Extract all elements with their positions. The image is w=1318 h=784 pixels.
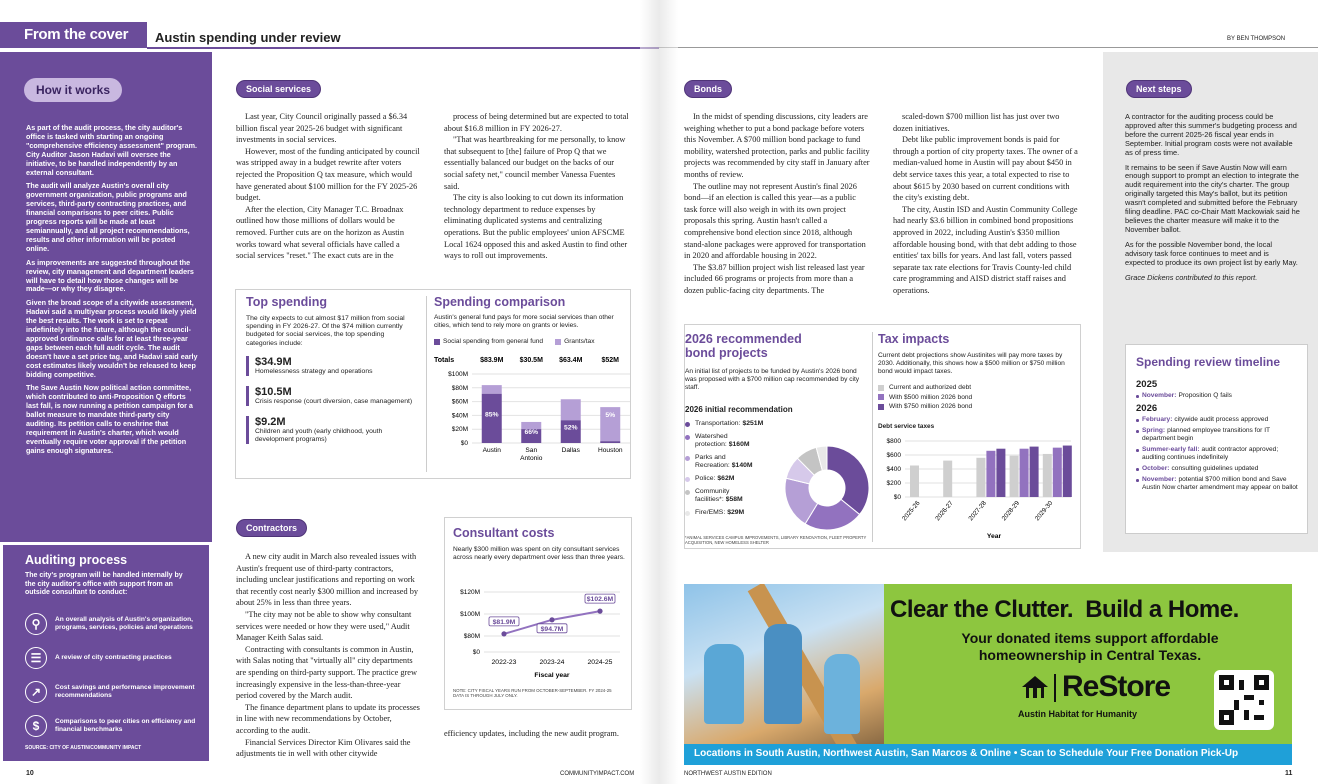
timeline-year: 2025 (1136, 379, 1158, 390)
sidebar-source: SOURCE: CITY OF AUSTIN/COMMUNITY IMPACT (25, 745, 142, 751)
bond-projects-title (685, 332, 815, 360)
bond-slice-item (685, 509, 795, 517)
tax-bar (986, 451, 995, 497)
y-tick-label: $40M (451, 412, 468, 420)
legend-swatch (878, 404, 884, 410)
timeline-event (1136, 416, 1301, 424)
tax-bar (1043, 454, 1052, 497)
consultant-costs-subtitle: Nearly $300 million was spent on city consultant services across nearly every department over less than three years. (453, 546, 625, 561)
top-spending-item (246, 356, 421, 376)
bond-slice-item (685, 433, 795, 449)
tax-bar (910, 466, 919, 498)
slice-swatch (685, 422, 690, 427)
tax-legend (878, 383, 1058, 412)
timeline-bullet (1136, 395, 1139, 398)
y-tick-label: $800 (886, 438, 901, 445)
x-axis-label: Year (986, 533, 1002, 540)
restore-ad[interactable] (684, 584, 1292, 765)
contractors-label: Contractors (236, 519, 307, 537)
x-tick-label: 2027-28 (967, 499, 988, 523)
y-tick-label: $200 (886, 480, 901, 487)
legend-item (555, 338, 594, 345)
y-tick-label: $400 (886, 466, 901, 473)
y-tick-label: $0 (893, 494, 901, 501)
slice-swatch (685, 511, 690, 516)
ad-org: Austin Habitat for Humanity (1018, 709, 1138, 719)
x-tick-label: 2026-27 (934, 499, 955, 523)
timeline-when: November: (1142, 476, 1177, 483)
timeline-what: consulting guidelines updated (1171, 465, 1259, 472)
consultant-note: NOTE: CITY FISCAL YEARS RUN FROM OCTOBER-SEPTEMBER. FY 2024-25 DATA IS THROUGH JULY ONLY. (453, 688, 612, 699)
bond-projects-pie (782, 443, 872, 533)
tax-bar (943, 461, 952, 497)
timeline-when: February: (1142, 416, 1173, 423)
tax-bar (1020, 449, 1029, 497)
slice-label: Transportation: (695, 420, 741, 427)
sidebar-paragraph: Given the broad scope of a citywide assessment, Hadavi said a multiyear process would likely yield the best results. The work is set to repeat indefinitely into the future, although the council-approved ordinance calls for at least three-year gaps between each full audit cycle. The audit doesn't have a set price tag, and Hadavi said early cost estimates likely wouldn't be released to keep bidding competitive. (26, 298, 198, 379)
grants-bar (561, 399, 581, 420)
ad-headline (890, 596, 1239, 624)
legend-swatch (555, 339, 561, 345)
body-paragraph: "The city may not be able to show why consultant services were needed or how they were used," Audit Manager Keith Salas said. (236, 609, 412, 643)
slice-text (695, 509, 775, 517)
tax-bar (1063, 446, 1072, 497)
data-point (501, 631, 506, 636)
body-paragraph: In the midst of spending discussions, city leaders are weighing whether to put a bond package before voters this November. A $700 million bond package to fund mobility, watershed protection, parks and public facility projects was recommended by city staff in January after months of review. (684, 112, 870, 179)
left-footer-site: COMMUNITYIMPACT.COM (560, 771, 635, 777)
top-spending-list (246, 356, 421, 454)
how-it-works-pill: How it works (24, 78, 122, 102)
body-paragraph: A new city audit in March also revealed issues with Austin's frequent use of third-party contractors, including unclear justifications and reporting on work that recently cost nearly $300 million and increased by about 25% in less than three years. (236, 552, 419, 608)
contractors-col2-tail: efficiency updates, including the new audit program. (444, 729, 619, 738)
auditing-intro: The city's program will be handled internally by the city auditor's office with support from an outside consultant to conduct: (25, 572, 183, 596)
total-label: $63.4M (559, 357, 583, 364)
body-paragraph: The city is also looking to cut down its information technology department to reduce expenses by eliminating duplicated systems and centralizing operations. But the public employees' union AFSCME Local 1624 opposed this and asked Austin to find other ways to roll out improvements. (444, 193, 628, 261)
body-paragraph: The $3.87 billion project wish list released last year included 66 programs or projects from more than a dozen public-facing city departments. The (684, 262, 865, 295)
bond-slice-item (685, 488, 795, 504)
top-spending-item (246, 386, 421, 406)
audit-item (25, 709, 205, 743)
spine-shadow (640, 0, 678, 784)
slice-swatch (685, 477, 690, 482)
body-paragraph: After the election, City Manager T.C. Broadnax outlined how those millions of dollars would be removed. Further cuts are on the horizon as Austin works toward what several officials have called a social services "reset." The exact cuts are in the (236, 204, 404, 261)
right-page (659, 0, 1318, 784)
bar-pct-label: 52% (563, 424, 578, 432)
top-spending-item (246, 416, 421, 444)
bond-slice-item (685, 475, 795, 483)
tax-bar (976, 458, 985, 497)
y-tick-label: $120M (460, 589, 480, 596)
spend-legend (434, 338, 595, 345)
legend-label: With $500 million 2026 bond (889, 393, 973, 401)
next-steps-paragraph: It remains to be seen if Save Austin Now will earn enough support to prompt an election to integrate the audit requirement into the city's charter. The group originally targeted this May's ballot, but its petition wasn't completed and submitted before the February filing deadline. PAC co-Chair Matt Mackowiak said he believes the charter measure will make it to the November ballot. (1125, 162, 1300, 234)
tax-legend-item (878, 393, 1058, 403)
section-label: From the cover (24, 26, 129, 43)
slice-value: $62M (717, 475, 735, 482)
sidebar-paragraph: The Save Austin Now political action committee, which contributed to anti-Proposition Q efforts last fall, is now running a petition campaign for a ballot measure to mandate third-party city auditing. Its petition calls to enshrine that requirement in Austin's charter, which would eventually require voter approval if the petition gains enough signatures. (26, 383, 193, 455)
data-point (549, 617, 554, 622)
y-tick-label: $0 (472, 649, 480, 656)
qr-code[interactable] (1214, 670, 1274, 730)
legend-label: With $750 million 2026 bond (889, 403, 973, 410)
audit-item (25, 641, 205, 675)
slice-label: Parks and Recreation: (695, 454, 730, 469)
x-tick-label: Houston (597, 447, 623, 454)
audit-item-text: Comparisons to peer cities on efficiency and financial benchmarks (55, 718, 196, 733)
body-paragraph: Debt like public improvement bonds is paid for through a portion of city property taxes. The owner of a median-valued home in Austin will pay about $450 in debt service taxes this year, a total expected to rise to about $615 by 2030 based on current conditions with the city's existing debt. (893, 135, 1078, 203)
y-tick-label: $0 (460, 440, 468, 447)
pie-slice (827, 446, 869, 514)
timeline-when: November: (1142, 392, 1177, 399)
tax-legend-item (878, 383, 1058, 393)
bond-slice-list (685, 420, 795, 522)
top-spending-intro: The city expects to cut almost $17 million from social spending in FY 2026-27. Of the $74 million currently budgeted for social services, the top spending categories include: (246, 315, 405, 347)
bar-pct-label: 66% (524, 429, 539, 437)
body-paragraph: The finance department plans to update its processes in line with new recommendations by October, according to the audit. (236, 702, 420, 735)
next-steps-label: Next steps (1126, 80, 1192, 98)
top-spending-label: Children and youth (early childhood, youth development programs) (255, 428, 383, 443)
top-spending-title: Top spending (246, 295, 328, 309)
legend-swatch (878, 385, 884, 391)
top-spending-value: $9.2M (255, 416, 286, 428)
ad-photo-worker (764, 624, 802, 724)
checklist-icon: ☰ (25, 647, 47, 669)
bond-projects-title-text: 2026 recommended bond projects (685, 332, 802, 360)
ad-photo-worker (704, 644, 744, 724)
audit-item-list (25, 607, 205, 743)
bond-list-title: 2026 initial recommendation (685, 405, 793, 414)
timeline-when: October: (1142, 465, 1170, 472)
x-axis-label: Fiscal year (534, 672, 570, 679)
y-tick-label: $100M (460, 611, 480, 618)
timeline-event (1136, 476, 1301, 492)
body-paragraph: scaled-down $700 million list has just over two dozen initiatives. (893, 112, 1060, 133)
audit-item-text: A review of city contracting practices (55, 654, 172, 662)
ad-photo-worker (824, 654, 860, 734)
timeline-event (1136, 465, 1301, 473)
social-services-col1 (236, 111, 420, 262)
slice-value: $251M (742, 420, 764, 427)
header-rule-right (659, 47, 1318, 48)
ad-footer-text: Locations in South Austin, Northwest Austin, San Marcos & Online • Scan to Schedule Your Free Donation Pick-Up (694, 748, 1239, 759)
x-tick-label: 2025-26 (901, 499, 922, 523)
bond-projects-subtitle: An initial list of projects to be funded by Austin's 2026 bond was proposed with a $700 million cap recommended by city staff. (685, 368, 860, 391)
tax-legend-item (878, 402, 1058, 412)
next-steps-paragraph: A contractor for the auditing process could be approved after this summer's budgeting process and before the current 2025-26 fiscal year ends in September. Initial program costs were not available as of press time. (1125, 112, 1297, 157)
slice-text (695, 454, 775, 470)
ad-photo (684, 584, 884, 744)
spending-comparison-title: Spending comparison (434, 295, 566, 309)
spending-comparison-chart (432, 336, 632, 468)
body-paragraph: Financial Services Director Kim Olivares said the adjustments tie in well with other citywide (236, 737, 411, 759)
audit-item-text: Cost savings and performance improvement recommendations (55, 684, 195, 699)
x-tick-label: 2028-29 (1000, 499, 1022, 523)
ad-subhead: Your donated items support affordable homeownership in Central Texas. (961, 630, 1219, 663)
slice-value: $160M (728, 441, 750, 448)
how-it-works-sidebar (0, 52, 212, 764)
tax-impacts-chart (875, 433, 1075, 543)
general-fund-bar (600, 441, 620, 443)
slice-label: Police: (695, 475, 716, 482)
data-point (597, 609, 602, 614)
sidebar-paragraph: The audit will analyze Austin's overall city government organization, public programs and services, third-party contracting practices, and financial comparisons to peer cities. Public progress reports will be made at least semiannually, and all project recommendations, results and other information will be posted online. (26, 181, 190, 253)
bonds-col1 (684, 111, 870, 297)
ad-headline-b: Build a Home. (1085, 596, 1239, 623)
body-paragraph: Contracting with consultants is common in Austin, with Salas noting that "virtually all" city departments are spending on third-party support. The practice grew increasingly expensive in the less-than-three-year period covered by the March audit. (236, 644, 417, 701)
y-tick-label: $60M (451, 398, 468, 406)
ad-headline-a: Clear the Clutter. (890, 596, 1074, 623)
tax-chart-label: Debt service taxes (878, 423, 935, 430)
next-steps-paragraph: As for the possible November bond, the local advisory task force continues to meet and is expected to produce its own project list by early May. (1125, 239, 1298, 267)
sidebar-body (26, 124, 198, 461)
total-label: $30.5M (519, 357, 543, 364)
contractors-col1 (236, 551, 420, 760)
trend-chart-icon: ↗ (25, 681, 47, 703)
body-paragraph: The city, Austin ISD and Austin Community College had nearly $3.6 billion in combined bond propositions approved in 2022, including Austin's $350 million affordable housing bond, with that debt adding to those entities' tax bills for years. And last fall, voters passed separate tax rate elections for Travis County-led child care programming and AISD district staff raises and operations. (893, 204, 1078, 295)
totals-label: Totals (434, 357, 455, 364)
chart-divider (426, 296, 427, 472)
legend-item (434, 338, 543, 345)
slice-label: Watershed protection: (695, 433, 728, 448)
timeline-title: Spending review timeline (1136, 355, 1281, 369)
legend-swatch (434, 339, 440, 345)
slice-swatch (685, 490, 690, 495)
right-page-number: 11 (1285, 770, 1293, 777)
audit-item-text: An overall analysis of Austin's organization, programs, services, policies and operations (55, 616, 193, 631)
byline: BY BEN THOMPSON (1227, 36, 1286, 42)
bar-pct-label: 5% (605, 411, 616, 419)
top-spending-value: $10.5M (255, 386, 292, 398)
timeline-what: Proposition Q fails (1178, 392, 1232, 399)
ad-brand: ReStore (1062, 670, 1171, 703)
sidebar-paragraph: As part of the audit process, the city auditor's office is tasked with starting an ongoing "comprehensive efficiency assessment" program. City Auditor Jason Hadavi will oversee the initiative, to be handled independently by an external consultant. (26, 123, 198, 177)
data-label: $81.9M (492, 618, 516, 626)
left-page-number: 10 (26, 770, 34, 777)
next-steps-body (1125, 113, 1300, 282)
legend-label: Grants/tax (564, 338, 595, 345)
x-tick-label: Austin (482, 447, 501, 454)
magnifier-icon: ⚲ (25, 613, 47, 635)
x-tick-label: 2024-25 (587, 659, 613, 666)
legend-swatch (878, 394, 884, 400)
timeline-year: 2026 (1136, 403, 1158, 414)
body-paragraph: "That was heartbreaking for me personally, to know that subsequent to [the] failure of Prop Q that we essentially balanced our budget on the backs of our social safety net," council member Vanessa Fuentes said. (444, 135, 626, 191)
top-spending-value: $34.9M (255, 356, 292, 368)
ad-brand-divider (1054, 674, 1056, 702)
timeline-what: potential $700 million bond and Save Austin Now charter amendment may appear on ballot (1142, 476, 1298, 491)
body-paragraph: process of being determined but are expected to total about $16.8 million in FY 2026-27. (444, 112, 629, 133)
timeline-event (1136, 446, 1301, 462)
social-services-label: Social services (236, 80, 321, 98)
slice-value: $29M (727, 509, 745, 516)
tax-bar (1010, 456, 1019, 497)
timeline-bullet (1136, 468, 1139, 471)
legend-label: Social spending from general fund (443, 338, 544, 345)
header-rule (147, 47, 659, 49)
slice-swatch (685, 456, 690, 461)
body-paragraph: The outline may not represent Austin's final 2026 bond—if an election is called this year—as a public task force will also weigh in with its own project proposals this spring. Austin hasn't called a comprehensive bond election since 2018, although stand-alone packages were approved for transportation in 2020 and affordable housing in 2022. (684, 181, 866, 261)
page-title: Austin spending under review (155, 30, 341, 45)
bond-slice-item (685, 420, 795, 428)
coins-icon: $ (25, 715, 47, 737)
auditing-title: Auditing process (25, 553, 128, 567)
data-label: $94.7M (540, 625, 564, 633)
social-services-col2 (444, 111, 630, 262)
tax-divider (872, 332, 873, 542)
auditing-box (0, 542, 212, 764)
data-label: $102.6M (586, 596, 614, 604)
tax-bar (996, 449, 1005, 497)
slice-label: Community facilities*: (695, 488, 730, 503)
tax-bar (1053, 448, 1062, 497)
timeline-when: Summer-early fall: (1142, 446, 1200, 453)
consultant-costs-chart (448, 582, 628, 682)
slice-text (695, 475, 775, 483)
top-spending-label: Crisis response (court diversion, case management) (255, 398, 413, 405)
timeline-when: Spring: (1142, 427, 1166, 434)
bond-slice-item (685, 454, 795, 470)
body-paragraph: Last year, City Council originally passed a $6.34 billion fiscal year 2025-26 budget with significant investments in social services. (236, 112, 408, 145)
body-paragraph: However, most of the funding anticipated by council was stripped away in a budget rewrite after voters rejected the Proposition Q tax measure, which would have generated about $100 million for the FY 2025-26 budget. (236, 146, 420, 203)
bond-projects-note: *ANIMAL SERVICES CAMPUS IMPROVEMENTS, LIBRARY RENOVATION, FLEET PROPERTY ACQUISITION, NEW HOMELESS SHELTER (685, 535, 867, 545)
y-tick-label: $80M (463, 633, 480, 640)
slice-value: $140M (731, 462, 753, 469)
grants-bar (521, 422, 541, 429)
bar-pct-label: 85% (484, 411, 499, 419)
legend-label: Current and authorized debt (889, 384, 972, 391)
slice-text (695, 488, 775, 504)
total-label: $83.9M (480, 357, 504, 364)
timeline-what: planned employee transitions for IT department begin (1142, 427, 1270, 442)
timeline-event (1136, 427, 1301, 443)
y-tick-label: $100M (448, 371, 468, 378)
timeline-bullet (1136, 419, 1139, 422)
y-tick-label: $20M (451, 426, 468, 434)
right-footer-edition: NORTHWEST AUSTIN EDITION (684, 771, 772, 777)
x-tick-label: 2023-24 (539, 659, 565, 666)
audit-item (25, 607, 205, 641)
consultant-costs-title: Consultant costs (453, 526, 555, 540)
x-tick-label: San (525, 447, 538, 454)
audit-item (25, 675, 205, 709)
spending-comparison-subtitle: Austin's general fund pays for more social services than other cities, which tend to rely more on grants or levies. (434, 314, 614, 329)
x-tick-label: Dallas (561, 447, 580, 454)
x-tick-label: 2022-23 (491, 659, 517, 666)
habitat-house-icon (1020, 674, 1050, 700)
timeline-what: audit contractor approved; auditing continues indefinitely (1142, 446, 1279, 461)
sidebar-paragraph: As improvements are suggested throughout the review, city management and department leaders will have to detail how those changes will be made—or why they disagree. (26, 257, 194, 294)
top-spending-label: Homelessness strategy and operations (255, 368, 373, 375)
timeline-list (1136, 376, 1301, 495)
tax-impacts-subtitle: Current debt projections show Austinites will pay more taxes by 2030. Additionally, this shows how a $500 million or $750 million bond would impact taxes. (878, 352, 1065, 375)
slice-text (695, 433, 775, 449)
timeline-what: citywide audit process approved (1174, 416, 1269, 423)
tax-bar (1030, 447, 1039, 497)
y-tick-label: $600 (886, 452, 901, 459)
timeline-bullet (1136, 430, 1139, 433)
x-tick-label: 2029-30 (1033, 499, 1055, 523)
slice-text (695, 420, 775, 428)
timeline-bullet (1136, 449, 1139, 452)
timeline-event (1136, 392, 1301, 400)
slice-swatch (685, 435, 690, 440)
x-tick-label: Antonio (520, 455, 543, 462)
tax-impacts-title: Tax impacts (878, 332, 950, 346)
y-tick-label: $80M (451, 384, 468, 392)
grants-bar (482, 385, 502, 394)
bonds-col2 (893, 111, 1081, 297)
slice-value: $58M (725, 496, 743, 503)
slice-label: Fire/EMS: (695, 509, 726, 516)
bonds-label: Bonds (684, 80, 732, 98)
total-label: $52M (601, 357, 620, 364)
next-steps-credit: Grace Dickens contributed to this report. (1125, 272, 1258, 282)
timeline-bullet (1136, 479, 1139, 482)
